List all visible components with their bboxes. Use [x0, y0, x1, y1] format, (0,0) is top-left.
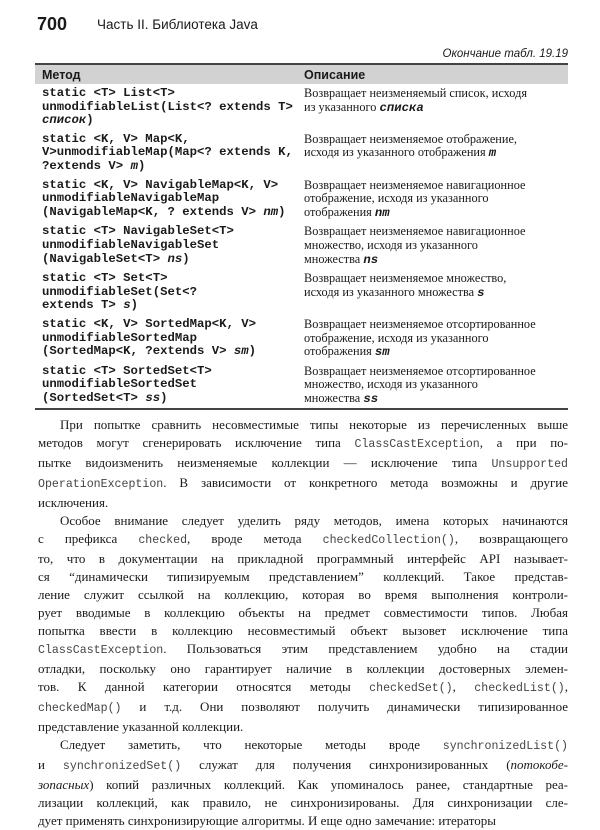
text: При попытке сравнить несовместимые типы некоторые из перечисленных выше	[60, 417, 568, 433]
text: из указанного	[304, 99, 380, 114]
text: множества	[304, 251, 364, 266]
description-line	[304, 272, 568, 286]
signature-line: unmodifiableSortedMap	[42, 330, 197, 345]
text: методов могут сгенерировать исключение типа	[38, 435, 355, 451]
text: исходя из указанного отображения	[304, 145, 489, 160]
emphasis: потокобе-	[510, 757, 568, 773]
table-row	[35, 130, 568, 176]
signature-line: unmodifiableList(List<? extends T>	[42, 99, 293, 114]
text-line	[38, 794, 568, 812]
description-line	[304, 146, 568, 161]
text: ,	[564, 679, 568, 695]
text: множество, исходя из указанного	[304, 237, 478, 252]
text: попытка ввести в коллекцию несовместимый объект вызовет исключение типа	[38, 623, 568, 639]
parameter-name: s	[123, 298, 131, 313]
text: лизации коллекций, как правило, не синхронизированы. Для синхронизации сле-	[38, 795, 568, 811]
method-signature	[35, 318, 304, 360]
column-header-method: Метод	[42, 67, 81, 82]
method-description	[304, 365, 568, 407]
text-line	[38, 604, 568, 622]
signature-line: unmodifiableNavigableSet	[42, 237, 220, 252]
text-line	[38, 812, 568, 830]
text: ся “динамически типизируемым представлением” коллекций. Такое представ-	[38, 569, 568, 585]
inline-code: checkedList()	[474, 682, 565, 696]
description-line	[304, 332, 568, 346]
table-row	[35, 222, 568, 269]
code-text: (SortedSet<T>	[42, 390, 146, 405]
column-header-description: Описание	[304, 67, 366, 82]
description-line	[304, 239, 568, 253]
inline-code: checkedCollection()	[322, 534, 455, 548]
table-row	[35, 362, 568, 409]
table-header	[35, 65, 568, 84]
signature-line	[42, 392, 300, 406]
signature-line	[42, 299, 300, 313]
text-line	[38, 756, 568, 776]
description-line	[304, 133, 568, 147]
text-line	[38, 454, 568, 474]
parameter-name: список	[42, 113, 87, 128]
description-line	[304, 179, 568, 193]
table-body	[35, 84, 568, 408]
table-row	[35, 315, 568, 362]
page-number: 700	[37, 14, 68, 34]
description-line	[304, 392, 568, 407]
method-signature	[35, 87, 304, 128]
method-signature	[35, 179, 304, 221]
text: ) копий различных коллекций. Как упоминалось ранее, стандартные реа-	[89, 777, 568, 793]
text: . В зависимости от конкретного метода возможны и другие	[163, 475, 568, 491]
parameter-name: m	[130, 158, 138, 173]
text-line	[38, 434, 568, 454]
description-line	[304, 253, 568, 268]
method-signature	[35, 225, 304, 267]
method-description	[304, 179, 568, 221]
method-description	[304, 272, 568, 313]
code-text: extends T>	[42, 298, 124, 313]
inline-code: checkedSet()	[369, 682, 453, 696]
method-signature	[35, 365, 304, 407]
signature-line: static <K, V> Map<K,	[42, 131, 190, 146]
body-text	[38, 416, 568, 830]
inline-code: checkedMap()	[38, 702, 122, 716]
method-signature	[35, 272, 304, 313]
code-text: (NavigableMap<K, ? extends V>	[42, 204, 264, 219]
text-line	[38, 416, 568, 434]
signature-line: static <T> SortedSet<T>	[42, 363, 212, 378]
text: ,	[452, 679, 475, 695]
inline-code: synchronizedList()	[442, 740, 568, 754]
text-line	[38, 568, 568, 586]
text: Возвращает неизменяемое отображение,	[304, 131, 517, 146]
signature-line: static <T> List<T>	[42, 86, 175, 100]
code-text: )	[248, 344, 257, 359]
signature-line: V>unmodifiableMap(Map<? extends K,	[42, 145, 293, 160]
text-line	[38, 776, 568, 794]
parameter-name: ss	[363, 391, 379, 406]
text: множества	[304, 390, 364, 405]
inline-code: synchronizedSet()	[62, 760, 182, 774]
text: отображения	[304, 204, 375, 219]
text: дует применять синхронизирующие алгоритмы. И еще одно замечание: итераторы	[38, 813, 496, 829]
text: , а при по-	[479, 435, 568, 451]
description-line	[304, 225, 568, 239]
signature-line: unmodifiableNavigableMap	[42, 191, 220, 206]
text: Возвращает неизменяемое множество,	[304, 271, 507, 286]
text-line	[38, 660, 568, 678]
description-line	[304, 378, 568, 392]
parameter-name: m	[488, 146, 497, 161]
text: . Пользоваться этим представлением удобно на стадии	[163, 641, 568, 657]
text: отладки, поскольку оно гарантирует наличие в коллекции достоверных элемен-	[38, 661, 568, 677]
signature-line	[42, 253, 300, 267]
text: и	[38, 757, 63, 773]
text: , вроде метода	[187, 531, 323, 547]
code-text: )	[182, 251, 190, 266]
signature-line	[42, 160, 300, 174]
parameter-name: ns	[363, 252, 379, 267]
table-row	[35, 84, 568, 130]
code-text: )	[86, 113, 94, 128]
text-line	[38, 698, 568, 718]
method-description	[304, 133, 568, 174]
signature-line: static <T> Set<T>	[42, 271, 168, 286]
signature-line: unmodifiableSortedSet	[42, 377, 197, 392]
text: исходя из указанного множества	[304, 284, 478, 299]
text-line	[38, 718, 568, 736]
text: отображения	[304, 344, 375, 359]
inline-code: OperationException	[38, 478, 164, 492]
parameter-name: s	[477, 285, 485, 300]
text: с префикса	[38, 531, 139, 547]
text-line	[38, 640, 568, 660]
parameter-name: списка	[379, 100, 424, 115]
methods-table	[35, 63, 568, 410]
parameter-name: nm	[263, 204, 279, 219]
running-title: Часть II. Библиотека Java	[97, 17, 258, 32]
parameter-name: nm	[374, 205, 390, 220]
text: Возвращает неизменяемое навигационное	[304, 224, 526, 239]
text-line	[38, 678, 568, 698]
text: и т.д. Они позволяют получить динамически типизированное	[121, 699, 568, 715]
text-line	[38, 736, 568, 756]
paragraph	[38, 736, 568, 830]
signature-line	[42, 206, 300, 220]
method-description	[304, 225, 568, 267]
table-row	[35, 269, 568, 315]
text: тов. К данной категории относятся методы	[38, 679, 370, 695]
signature-line: static <T> NavigableSet<T>	[42, 224, 234, 239]
code-text: )	[160, 390, 168, 405]
parameter-name: ns	[167, 251, 183, 266]
signature-line: unmodifiableSet(Set<?	[42, 284, 197, 299]
emphasis: зопасных	[38, 777, 90, 793]
text-line	[38, 494, 568, 512]
code-text: (NavigableSet<T>	[42, 251, 168, 266]
code-text: (SortedMap<K, ?extends V>	[42, 344, 234, 359]
method-description	[304, 318, 568, 360]
text: Возвращает неизменяемое навигационное	[304, 177, 526, 192]
description-line	[304, 365, 568, 379]
inline-code: checked	[138, 534, 188, 548]
text: Возвращает неизменяемое отсортированное	[304, 363, 536, 378]
signature-line	[42, 345, 300, 359]
method-description	[304, 87, 568, 128]
text: множество, исходя из указанного	[304, 377, 478, 392]
parameter-name: ss	[145, 390, 161, 405]
method-signature	[35, 133, 304, 174]
inline-code: ClassCastException	[354, 438, 480, 452]
paragraph	[38, 416, 568, 512]
inline-code: ClassCastException	[38, 644, 164, 658]
description-line	[304, 87, 568, 101]
description-line	[304, 318, 568, 332]
text-line	[38, 530, 568, 550]
text: служат для получения синхронизированных (	[181, 757, 511, 773]
text-line	[38, 622, 568, 640]
text: рует вводимые в коллекцию объекты на предмет совместимости типов. Любая	[38, 605, 568, 621]
table-continuation-caption: Окончание табл. 19.19	[442, 48, 568, 60]
description-line	[304, 192, 568, 206]
signature-line	[42, 114, 300, 128]
text-line	[38, 586, 568, 604]
description-line	[304, 101, 568, 116]
code-text: ?extends V>	[42, 158, 131, 173]
text: отображение, исходя из указанного	[304, 330, 489, 345]
code-text: )	[278, 204, 286, 219]
code-text: )	[137, 158, 146, 173]
table-row	[35, 176, 568, 223]
parameter-name: sm	[233, 344, 249, 359]
description-line	[304, 206, 568, 221]
text: исключения.	[38, 495, 109, 511]
signature-line: static <K, V> SortedMap<K, V>	[42, 316, 257, 331]
text-line	[38, 550, 568, 568]
paragraph	[38, 512, 568, 736]
text: отображение, исходя из указанного	[304, 191, 489, 206]
description-line	[304, 286, 568, 301]
text: пытке видоизменить неизменяемые коллекции — исключение типа	[38, 455, 492, 471]
text: представление указанной коллекции.	[38, 719, 244, 735]
text: , возвращающего	[454, 531, 569, 547]
page-content	[35, 63, 568, 830]
code-text: )	[130, 298, 138, 313]
text: то, что в документации на прикладной программный интерфейс API называет-	[38, 551, 568, 567]
text-line	[38, 512, 568, 530]
text: Возвращает неизменяемый список, исходя	[304, 86, 528, 100]
text: Следует заметить, что некоторые методы вроде	[60, 737, 443, 753]
text: Возвращает неизменяемое отсортированное	[304, 316, 536, 331]
signature-line: static <K, V> NavigableMap<K, V>	[42, 177, 279, 192]
parameter-name: sm	[374, 345, 390, 360]
description-line	[304, 345, 568, 360]
text: Особое внимание следует уделить ряду методов, имена которых начинаются	[60, 513, 568, 529]
text-line	[38, 474, 568, 494]
inline-code: Unsupported	[491, 458, 568, 472]
text: ление служит ссылкой на коллекцию, которая во время выполнения контроли-	[38, 587, 568, 603]
